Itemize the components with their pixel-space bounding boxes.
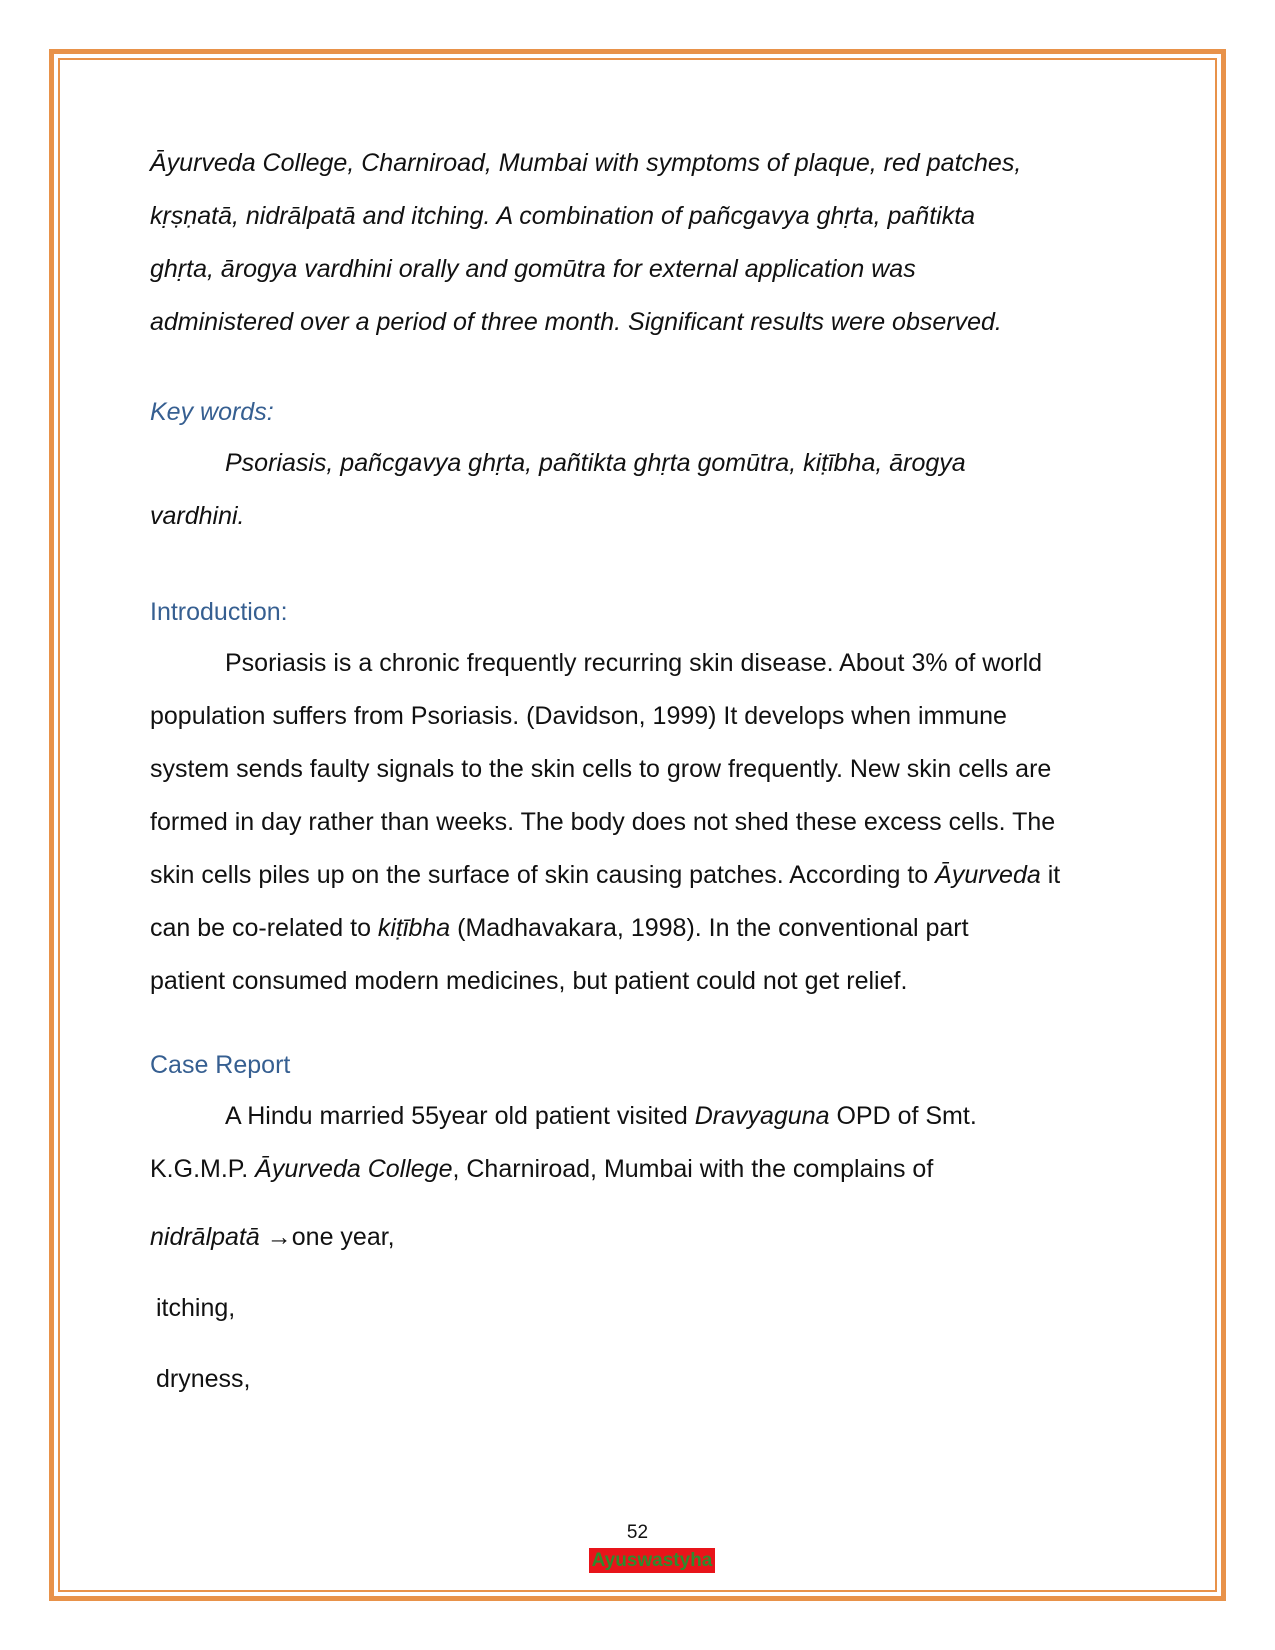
case-text: A Hindu married 55year old patient visited: [225, 1102, 695, 1130]
case-report-heading: Case Report: [150, 1051, 291, 1079]
intro-text: (Madhavakara, 1998). In the conventional part: [450, 914, 969, 942]
intro-line: population suffers from Psoriasis. (Davidson, 1999) It develops when immune: [150, 702, 1007, 730]
page-number: 52: [626, 1522, 649, 1543]
symptom-item: itching,: [156, 1294, 236, 1322]
case-report-paragraph: [150, 1090, 1125, 1196]
keywords-line: vardhini.: [150, 502, 245, 530]
intro-line: patient consumed modern medicines, but patient could not get relief.: [150, 967, 908, 995]
symptom-duration: one year,: [291, 1223, 395, 1251]
intro-text: it: [1040, 861, 1061, 889]
arrow-icon: →: [266, 1223, 292, 1251]
case-line: [150, 1143, 1125, 1196]
case-line: [150, 1090, 1125, 1143]
intro-term: Āyurveda: [935, 861, 1041, 889]
symptom-item: dryness,: [156, 1365, 251, 1393]
intro-line: Psoriasis is a chronic frequently recurring skin disease. About 3% of world: [225, 649, 1043, 677]
keywords-line: Psoriasis, pañcgavya ghṛta, pañtikta ghṛta gomūtra, kiṭībha, ārogya: [225, 449, 966, 477]
symptom-term: nidrālpatā: [150, 1223, 260, 1251]
journal-brand: Ayuswastyha: [589, 1548, 715, 1573]
case-text: , Charniroad, Mumbai with the complains of: [452, 1155, 934, 1183]
intro-text: skin cells piles up on the surface of skin causing patches. According to: [150, 861, 936, 889]
intro-line: [150, 849, 1125, 902]
abstract-paragraph: [150, 137, 1125, 349]
intro-line: [150, 902, 1125, 955]
introduction-paragraph: [150, 637, 1125, 1008]
symptom-item: [150, 1222, 395, 1252]
abstract-line: ghṛta, ārogya vardhini orally and gomūtra for external application was: [150, 255, 916, 283]
abstract-line: administered over a period of three month. Significant results were observed.: [150, 308, 1002, 336]
case-term: Āyurveda College: [255, 1155, 453, 1183]
introduction-heading: Introduction:: [150, 598, 288, 626]
abstract-line: kṛṣṇatā, nidrālpatā and itching. A combination of pañcgavya ghṛta, pañtikta: [150, 202, 976, 230]
case-text: OPD of Smt.: [829, 1102, 977, 1130]
intro-text: can be co-related to: [150, 914, 378, 942]
intro-line: system sends faulty signals to the skin cells to grow frequently. New skin cells are: [150, 755, 1052, 783]
intro-line: formed in day rather than weeks. The body does not shed these excess cells. The: [150, 808, 1056, 836]
case-text: K.G.M.P.: [150, 1155, 256, 1183]
intro-term: kiṭībha: [377, 914, 451, 942]
abstract-line: Āyurveda College, Charniroad, Mumbai with symptoms of plaque, red patches,: [150, 149, 1022, 177]
case-term: Dravyaguna: [694, 1102, 830, 1130]
keywords-heading: Key words:: [150, 398, 274, 426]
keywords-list: [150, 437, 1125, 543]
